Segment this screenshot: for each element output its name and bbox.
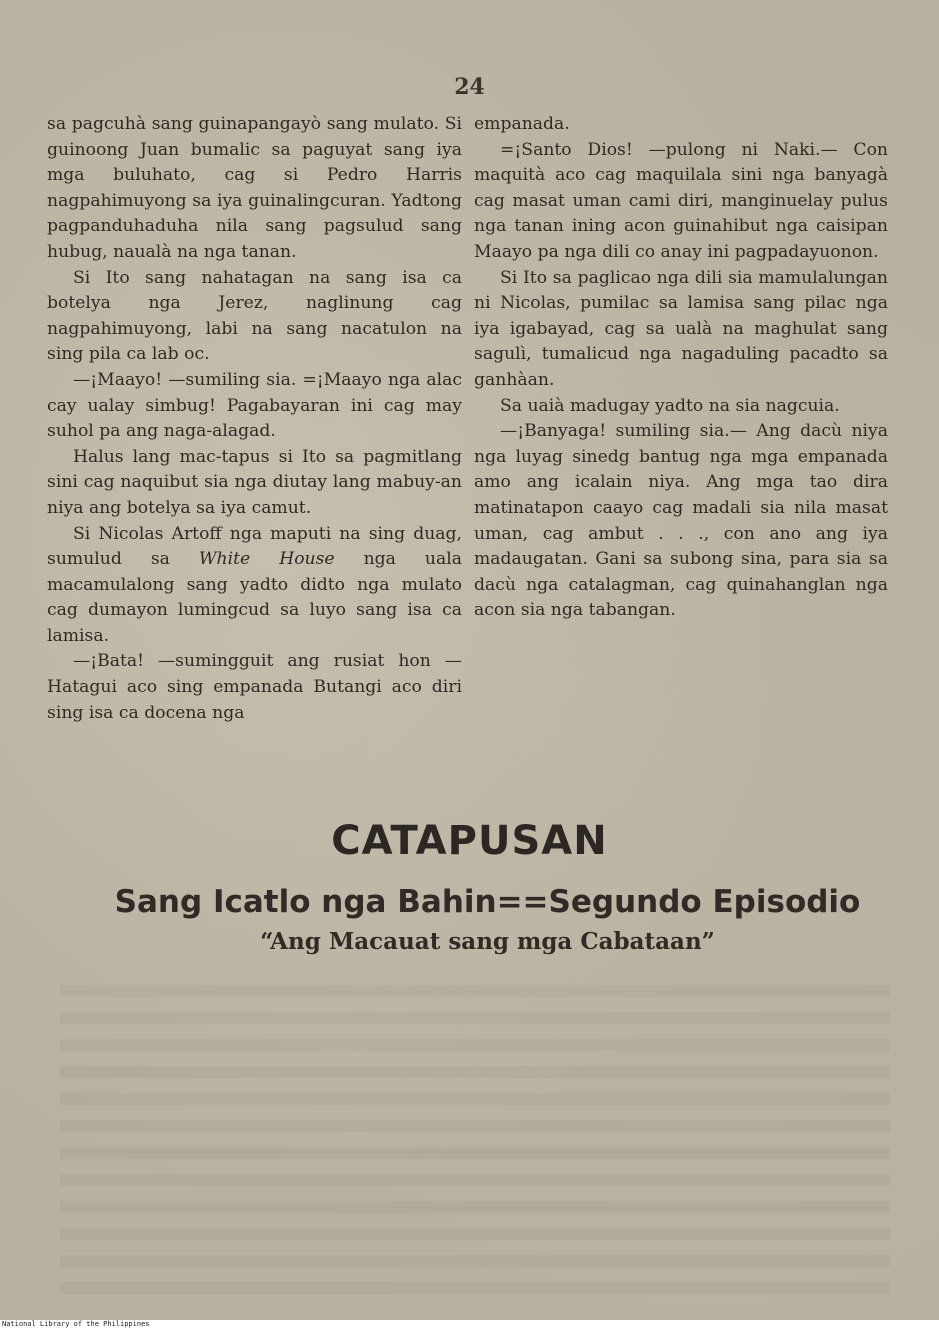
paragraph: —¡Maayo! —sumiling sia. =¡Maayo nga alac cay ualay simbug! Pagabayaran ini cag may suhol pa ang naga-alagad. (47, 369, 462, 442)
heading-catapusan: CATAPUSAN (331, 818, 608, 864)
page-number: 24 (454, 74, 485, 100)
paragraph: Sa uaià madugay yadto na sia nagcuia. (500, 395, 840, 416)
paragraph (47, 522, 462, 650)
paragraph: sa pagcuhà sang guinapangayò sang mulato. Si guinoong Juan bumalic sa paguyat sang iya mga buluhato, cag si Pedro Harris nagpahimuyong sa iya guinalingcuran. Yadtong pagpanduhaduha nila sang pagsulud sang hubug, naualà na nga tanan. (47, 114, 462, 262)
paragraph: =¡Santo Dios! —pulong ni Naki.— Con maquità aco cag maquilala sini nga banyagà cag masat uman cami diri, manginuelay pulus nga tanan ining acon guinahibut nga caisipan Maayo pa nga dili co anay ini pagpadayuonon. (474, 139, 888, 262)
right-column (474, 112, 888, 624)
heading-story-title: “Ang Macauat sang mga Cabataan” (260, 928, 715, 955)
paragraph: —¡Banyaga! sumiling sia.— Ang dacù niya nga luyag sinedg bantug nga mga empanada amo ang icalain niya. Ang mga tao dira matinatapon caayo cag madali sia nila masat uman, cag ambut . . ., con ano ang iya madaugatan. Gani sa subong sina, para sia sa dacù nga catalagman, cag quinahanglan nga acon sia nga tabangan. (474, 421, 888, 621)
heading-episode: Sang Icatlo nga Bahin==Segundo Episodio (114, 884, 861, 920)
paragraph: Si Ito sa paglicao nga dili sia mamulalungan ni Nicolas, pumilac sa lamisa sang pilac nga iya igabayad, cag sa ualà na maghulat sang sagulì, tumalicud nga nagaduling pacadto sa ganhàan. (474, 267, 888, 390)
paragraph-text: Si Nicolas Artoff nga maputi na sing duag, sumulud sa (47, 523, 462, 570)
library-credit: National Library of the Philippines (2, 1320, 150, 1328)
italic-place-name: White House (198, 549, 335, 570)
paragraph: empanada. (474, 114, 570, 134)
paragraph: —¡Bata! —sumingguit ang rusiat hon —Hatagui aco sing empanada Butangi aco diri sing isa ca docena nga (47, 651, 462, 723)
bleed-through-texture (60, 985, 890, 1305)
paragraph-text: nga uala macamulalong sang yadto didto nga mulato cag dumayon lumingcud sa luyo sang isa ca lamisa. (47, 549, 462, 646)
paragraph: Halus lang mac-tapus si Ito sa pagmitlang sini cag naquibut sia nga diutay lang mabuy-an niya ang botelya sa iya camut. (47, 446, 462, 518)
paragraph: Si Ito sang nahatagan na sang isa ca botelya nga Jerez, naglinung cag nagpahimuyong, labi na sang nacatulon na sing pila ca lab oc. (47, 267, 462, 365)
left-column (47, 112, 462, 726)
